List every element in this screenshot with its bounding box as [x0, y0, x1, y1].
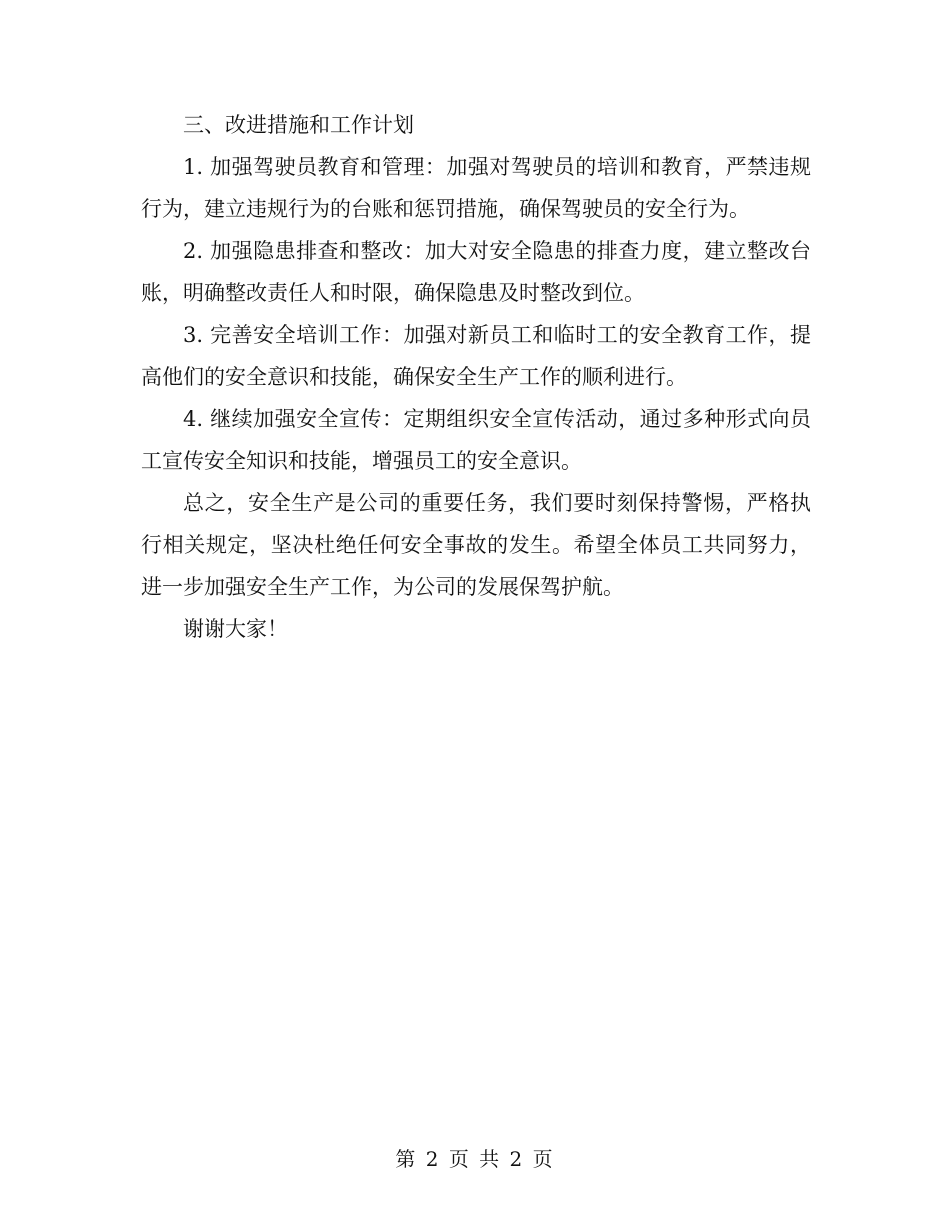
paragraph-item-1: 1. 加强驾驶员教育和管理：加强对驾驶员的培训和教育，严禁违规行为，建立违规行为的台账和惩罚措施，确保驾驶员的安全行为。 [141, 155, 811, 221]
paragraph-item-3: 3. 完善安全培训工作：加强对新员工和临时工的安全教育工作，提高他们的安全意识和技能，确保安全生产工作的顺利进行。 [141, 323, 811, 389]
paragraph-thanks: 谢谢大家！ [183, 617, 288, 641]
section-heading: 三、改进措施和工作计划 [183, 113, 414, 137]
document-body [141, 104, 811, 650]
paragraph-item-4: 4. 继续加强安全宣传：定期组织安全宣传活动，通过多种形式向员工宣传安全知识和技能，增强员工的安全意识。 [141, 407, 811, 473]
page-number-footer: 第 2 页 共 2 页 [395, 1147, 555, 1171]
paragraph-item-2: 2. 加强隐患排查和整改：加大对安全隐患的排查力度，建立整改台账，明确整改责任人和时限，确保隐患及时整改到位。 [141, 239, 811, 305]
paragraph-summary: 总之，安全生产是公司的重要任务，我们要时刻保持警惕，严格执行相关规定，坚决杜绝任何安全事故的发生。希望全体员工共同努力，进一步加强安全生产工作，为公司的发展保驾护航。 [141, 491, 811, 599]
